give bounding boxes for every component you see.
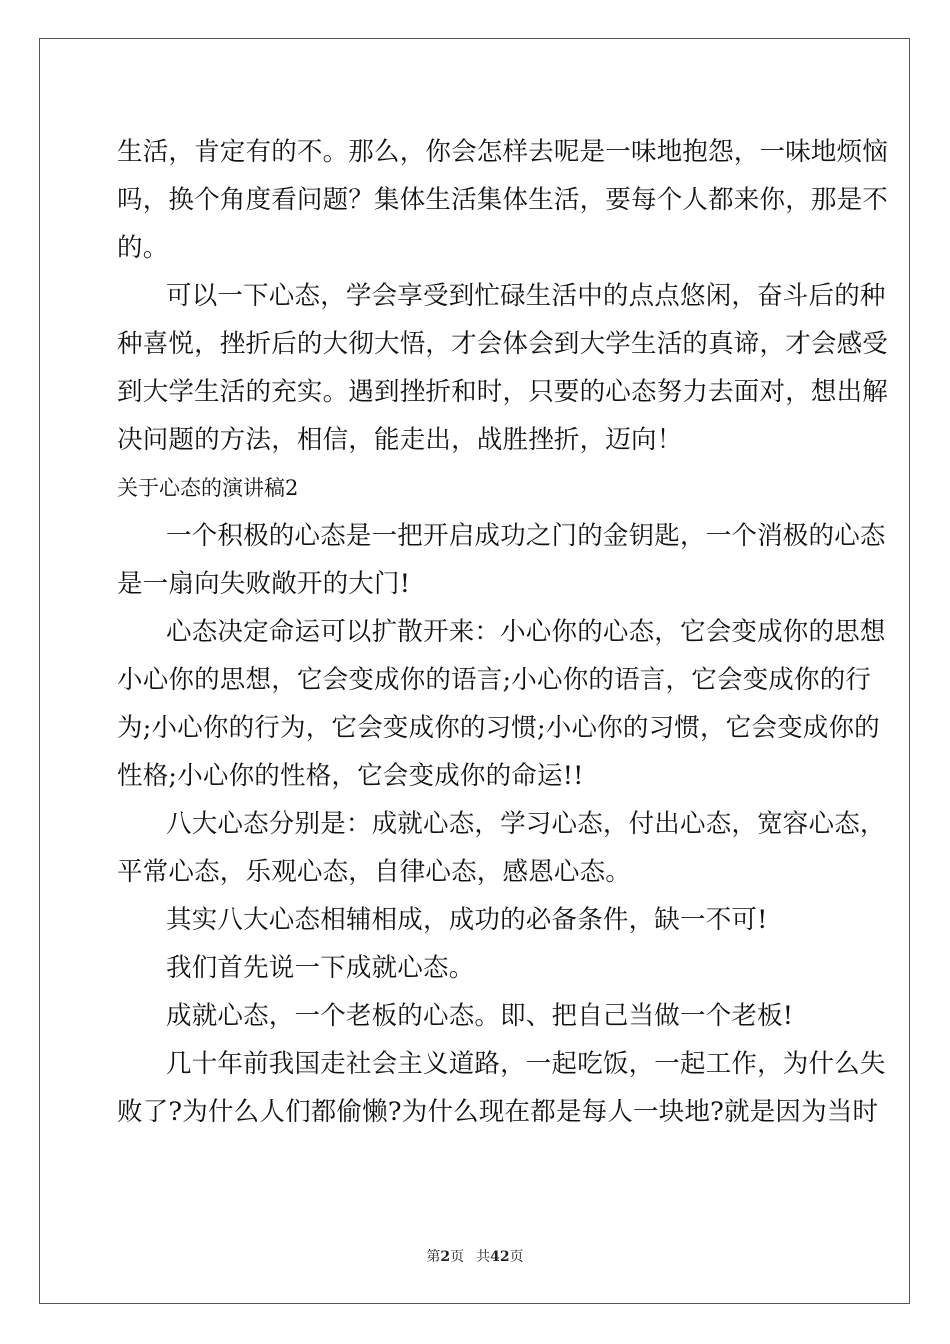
page-footer	[0, 1246, 950, 1266]
total-prefix: 共	[476, 1249, 491, 1265]
text-line: 可以一下心态，学会享受到忙碌生活中的点点悠闲，奋斗后的种	[166, 281, 886, 311]
paragraph	[117, 512, 886, 608]
text-line: 种喜悦，挫折后的大彻大悟，才会体会到大学生活的真谛，才会感受	[117, 329, 889, 359]
text-line: 八大心态分别是：成就心态，学习心态，付出心态，宽容心态，	[166, 809, 886, 839]
text-line: 性格;小心你的性格，它会变成你的命运!!	[117, 761, 584, 791]
page-suffix: 页	[450, 1249, 465, 1265]
text-line: 几十年前我国走社会主义道路，一起吃饭，一起工作，为什么失	[166, 1049, 886, 1079]
text-line: 决问题的方法，相信，能走出，战胜挫折，迈向！	[117, 425, 683, 455]
paragraph	[117, 1040, 886, 1136]
text-line: 其实八大心态相辅相成，成功的必备条件，缺一不可!	[166, 905, 768, 935]
paragraph	[117, 800, 886, 896]
paragraph	[117, 944, 833, 992]
paragraph	[117, 896, 833, 944]
text-line: 生活，肯定有的不。那么，你会怎样去呢是一味地抱怨，一味地烦恼	[117, 137, 889, 167]
text-line: 我们首先说一下成就心态。	[166, 953, 475, 983]
paragraph	[117, 608, 886, 800]
text-line: 为;小心你的行为，它会变成你的习惯;小心你的习惯，它会变成你的	[117, 713, 880, 743]
page-prefix: 第	[426, 1249, 441, 1265]
text-line: 小心你的思想，它会变成你的语言;小心你的语言，它会变成你的行	[117, 665, 872, 695]
text-line: 成就心态，一个老板的心态。即、把自己当做一个老板!	[166, 1001, 794, 1031]
text-line: 吗，换个角度看问题？集体生活集体生活，要每个人都来你，那是不	[117, 185, 889, 215]
text-line: 到大学生活的充实。遇到挫折和时，只要的心态努力去面对，想出解	[117, 377, 889, 407]
text-line: 一个积极的心态是一把开启成功之门的金钥匙，一个消极的心态	[166, 521, 886, 551]
text-line: 平常心态，乐观心态，自律心态，感恩心态。	[117, 857, 632, 887]
document-body	[117, 128, 889, 1136]
text-line: 败了?为什么人们都偷懒?为什么现在都是每人一块地?就是因为当时	[117, 1097, 879, 1127]
text-line: 的。	[117, 233, 169, 263]
section-heading: 关于心态的演讲稿2	[117, 476, 299, 500]
text-line: 心态决定命运可以扩散开来：小心你的心态，它会变成你的思想	[166, 617, 886, 647]
paragraph	[117, 992, 833, 1040]
paragraph	[117, 272, 889, 464]
total-suffix: 页	[509, 1249, 524, 1265]
total-page-number: 42	[490, 1249, 510, 1265]
current-page-number: 2	[440, 1249, 451, 1265]
text-line: 是一扇向失败敞开的大门!	[117, 569, 411, 599]
paragraph	[117, 128, 889, 272]
